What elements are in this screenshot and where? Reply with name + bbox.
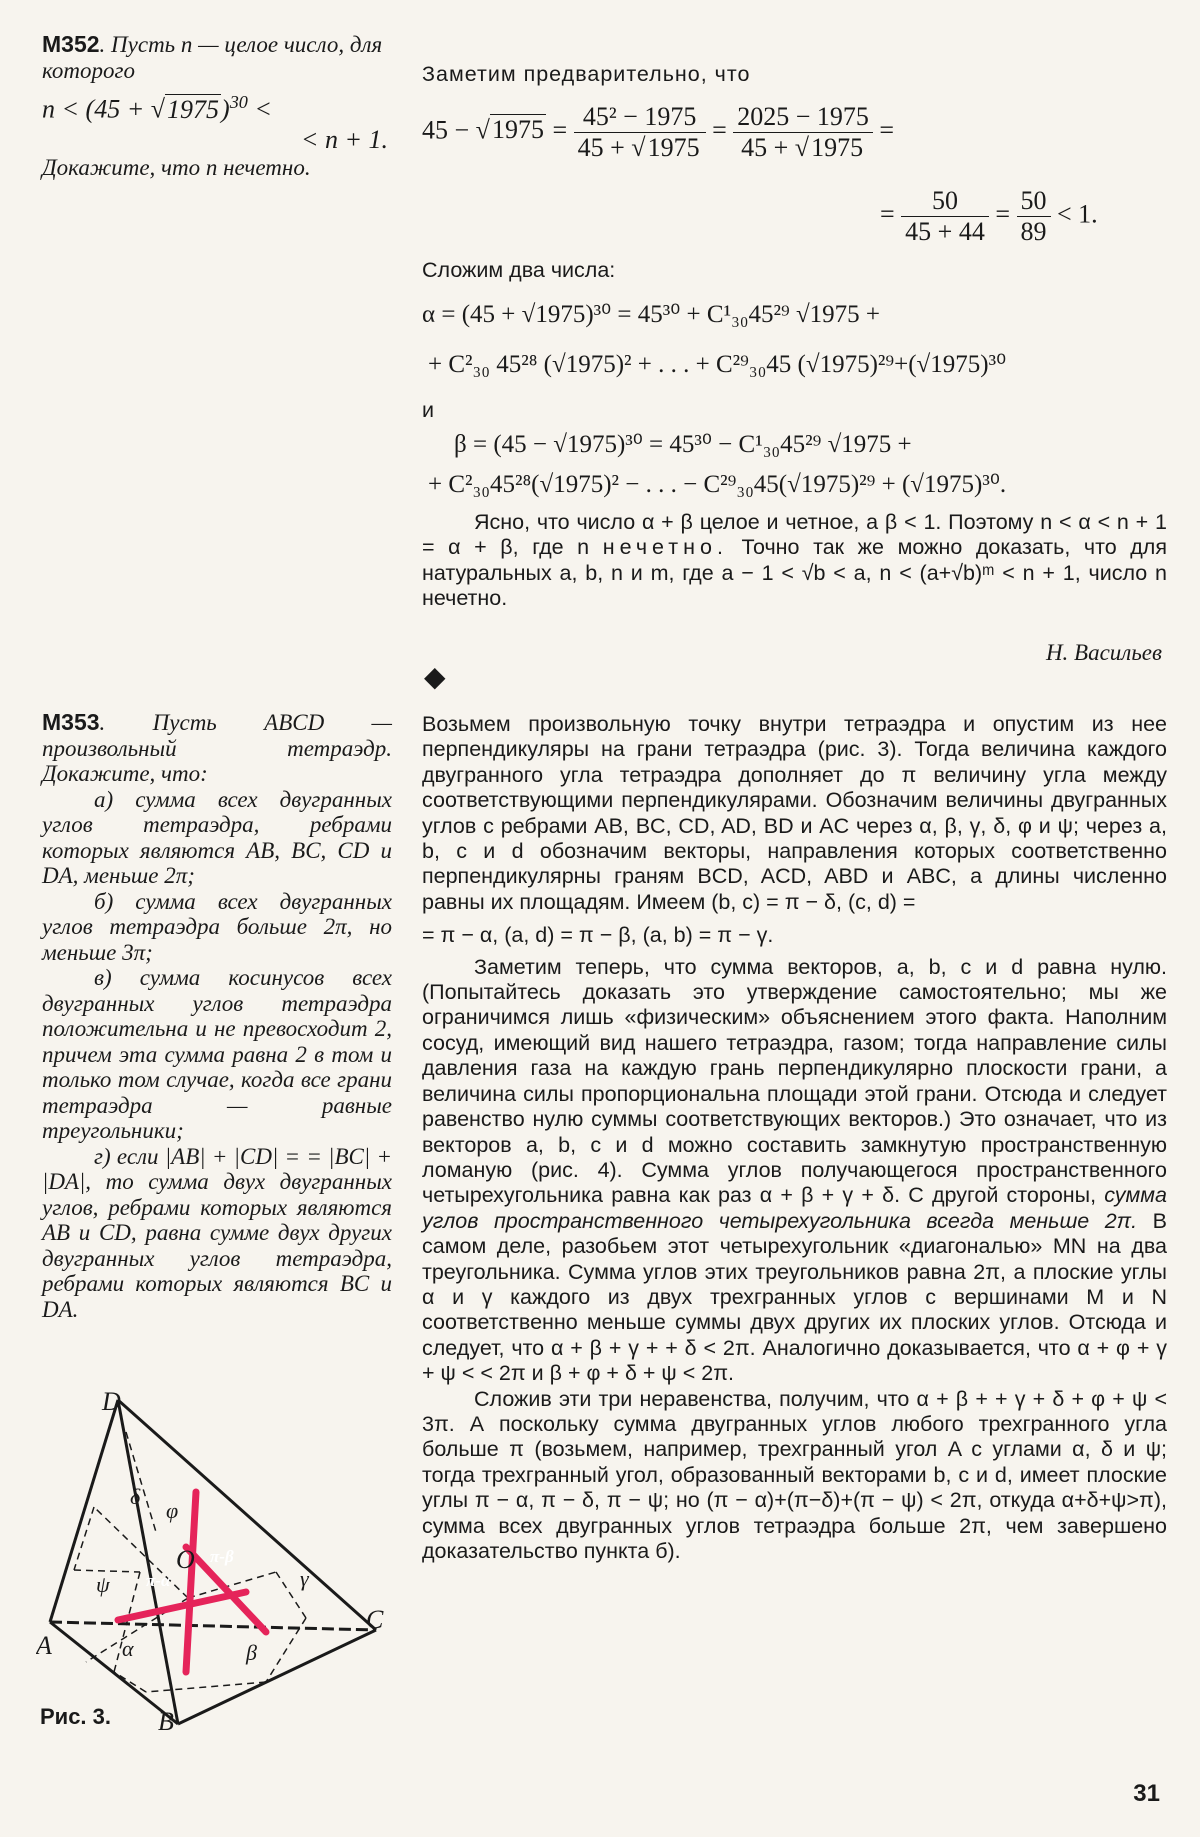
item-d: г) если |AB| + |CD| = = |BC| + |DA|, то сумма двух двугранных углов, ребрами которых являются AB и CD, равна сумме двух других двугранных углов тетраэдра, ребрами которых являются BC и DA.	[42, 1143, 392, 1322]
angle-relations-cont: = π − α, (a, d) = π − β, (a, b) = π − γ.	[422, 923, 774, 948]
solution-m352	[422, 62, 1167, 87]
angle-phi: φ	[166, 1498, 179, 1523]
equation-beta: β = (45 − √1975)³⁰ = 45³⁰ − C¹₃₀45²⁹ √1975 +	[454, 431, 912, 458]
equation-alpha: α = (45 + √1975)³⁰ = 45³⁰ + C¹₃₀45²⁹ √1975 +	[422, 301, 881, 328]
angle-delta: δ	[130, 1484, 141, 1509]
statement-formula: $n < (45 + √1975)^{30}$ <	[42, 92, 272, 124]
label-pi-alpha: π-α	[146, 1571, 171, 1590]
item-c: в) сумма косинусов всех двугранных углов тетраэдра положительна и не превосходит 2, причем эта сумма равна 2 в том и только том случае, когда все грани тетраэдра — равные треугольники;	[42, 965, 392, 1143]
separator-diamond: ◆	[424, 660, 446, 693]
perpendicular-2	[186, 1492, 196, 1672]
equation-alpha-cont: + C²₃₀ 45²⁸ (√1975)² + . . . + C²⁹₃₀45 (√1975)²⁹+(√1975)³⁰	[428, 351, 1007, 378]
edge-DC	[118, 1400, 376, 1630]
label-pi-beta: π-β	[210, 1547, 234, 1566]
problem-label: М352	[42, 31, 100, 57]
angle-beta: β	[246, 1640, 257, 1665]
solution-text: и	[422, 398, 435, 422]
statement-formula-cont: < n + 1.	[300, 124, 388, 154]
vertex-B: B	[158, 1707, 174, 1732]
edge-AC	[50, 1622, 376, 1630]
solution-text: Сложим два числа:	[422, 258, 616, 282]
vertex-D: D	[102, 1392, 121, 1416]
solution-paragraph-3: Сложив эти три неравенства, получим, что α + β + + γ + δ + φ + ψ < 3π. А поскольку сумма двугранных углов любого трехгранного угла больше π (возьмем, например, трехгранный угол A с углами α, δ и ψ; тогда трехгранный угол, образованный векторами b, c и d, имеет плоские углы π − α, π − δ, π − ψ; но (π − α)+(π−δ)+(π − ψ) < 2π, откуда α+δ+ψ>π), сумма всех двугранных углов тетраэдра больше 2π, чем завершено доказательство пункта б).	[422, 1386, 1167, 1563]
page-number: 31	[1133, 1780, 1160, 1807]
statement-text: Пусть n — целое число, для которого	[42, 32, 383, 83]
angle-relations: (b, c) = π − δ, (c, d) =	[711, 889, 916, 914]
equation-1: 45 − √1975 = $\frac{\text{45² − 1975}}{45 + √1975}$ = $\frac{2025 - 1975}{45 + √1975}$ =	[422, 102, 895, 162]
solution-m353	[422, 712, 1167, 1564]
edge-DB	[118, 1400, 178, 1724]
solution-paragraph-2: Заметим теперь, что сумма векторов, a, b, c и d равна нулю. (Попытайтесь доказать это утверждение самостоятельно; мы же ограничимся лишь «физическим» объяснением этого факта. Наполним сосуд, имеющий вид нашего тетраэдра, газом; тогда направление силы давления газа на каждую грань перпендикулярно плоскости грани, а величина силы пропорциональна площади этой грани. Отсюда и следует равенство нулю суммы соответствующих векторов.) Это означает, что из векторов a, b, c и d можно составить замкнутую пространственную ломаную (рис. 4). Сумма углов получающегося пространственного четырехугольника равна как раз α + β + γ + δ. С другой стороны, сумма углов пространственного четырехугольника всегда меньше 2π. В самом деле, разобьем этот четырехугольник «диагональю» MN на два треугольника. Сумма углов этих треугольников равна 2π, а плоские углы α и γ каждого из двух трехгранных углов с вершинами M и N соответственно меньше суммы двух других их плоских углов. Отсюда и следует, что α + β + γ + + δ < 2π. Аналогично доказывается, что α + φ + γ + ψ < < 2π и β + φ + δ + ψ < 2π.	[422, 954, 1167, 1386]
solution-text: Заметим предварительно, что	[422, 62, 751, 86]
signature: Н. Васильев	[1045, 640, 1162, 665]
vertex-C: C	[366, 1605, 384, 1634]
angle-alpha: α	[122, 1636, 134, 1661]
figure-caption: Рис. 3.	[40, 1704, 112, 1729]
perpendicular-1	[118, 1592, 246, 1620]
point-O: O	[176, 1545, 195, 1574]
angle-psi: ψ	[96, 1572, 110, 1597]
item-b: б) сумма всех двугранных углов тетраэдра больше 2π, но меньше 3π;	[42, 888, 392, 965]
equation-beta-cont: + C²₃₀45²⁸(√1975)² − . . . − C²⁹₃₀45(√1975)²⁹ + (√1975)³⁰.	[428, 471, 1007, 498]
problem-label: М353	[42, 709, 100, 735]
edge-BC	[178, 1630, 376, 1724]
solution-conclusion: Ясно, что число α + β целое и четное, а β < 1. Поэтому n < α < n + 1 = α + β, где n нечетно. Точно так же можно доказать, что для натуральных a, b, n и m, где a − 1 < √b < a, n < (a+√b)ᵐ < n + 1, число n нечетно.	[422, 510, 1167, 611]
problem-m353: М353. Пусть ABCD — произвольный тетраэдр. Докажите, что: а) сумма всех двугранных углов тетраэдра, ребрами которых являются AB, BC, CD и DA, меньше 2π; б) сумма всех двугранных углов тетраэдра больше 2π, но меньше 3π; в) сумма косинусов всех двугранных углов тетраэдра положительна и не превосходит 2, причем эта сумма равна 2 в том и только том случае, когда все грани тетраэдра — равные треугольники; г) если |AB| + |CD| = = |BC| + |DA|, то сумма двух двугранных углов, ребрами которых являются AB и CD, равна сумме двух других двугранных углов тетраэдра, ребрами которых являются BC и DA.	[42, 709, 393, 1322]
statement-text: Докажите, что n нечетно.	[42, 154, 311, 180]
item-a: а) сумма всех двугранных углов тетраэдра, ребрами которых являются AB, BC, CD и DA, меньше 2π;	[42, 786, 392, 888]
vertex-A: A	[36, 1631, 52, 1660]
angle-gamma: γ	[300, 1566, 309, 1591]
problem-m352: М352. Пусть n — целое число, для которого $n < (45 + √1975)^{30}$ < < n + 1. Докажите, что n нечетно.	[42, 32, 392, 180]
solution-paragraph-1: Возьмем произвольную точку внутри тетраэдра и опустим из нее перпендикуляры на грани тетраэдра (рис. 3). Тогда величина каждого двугранного угла тетраэдра дополняет до π величину угла между соответствующими перпендикулярами. Обозначим величины двугранных углов с ребрами AB, BC, CD, AD, BD и AC через α, β, γ, δ, φ и ψ; через a, b, c и d обозначим векторы, направления которых соответственно перпендикулярны граням BCD, ACD, ABD и ABC, а длины численно равны их площадям. Имеем (b, c) = π − δ, (c, d) =	[422, 712, 1167, 914]
tetrahedron-figure	[36, 1392, 406, 1732]
equation-1-cont: = $\frac{50}{45 + 44}$ = $\frac{50}{89}$ < 1.	[880, 186, 1098, 246]
